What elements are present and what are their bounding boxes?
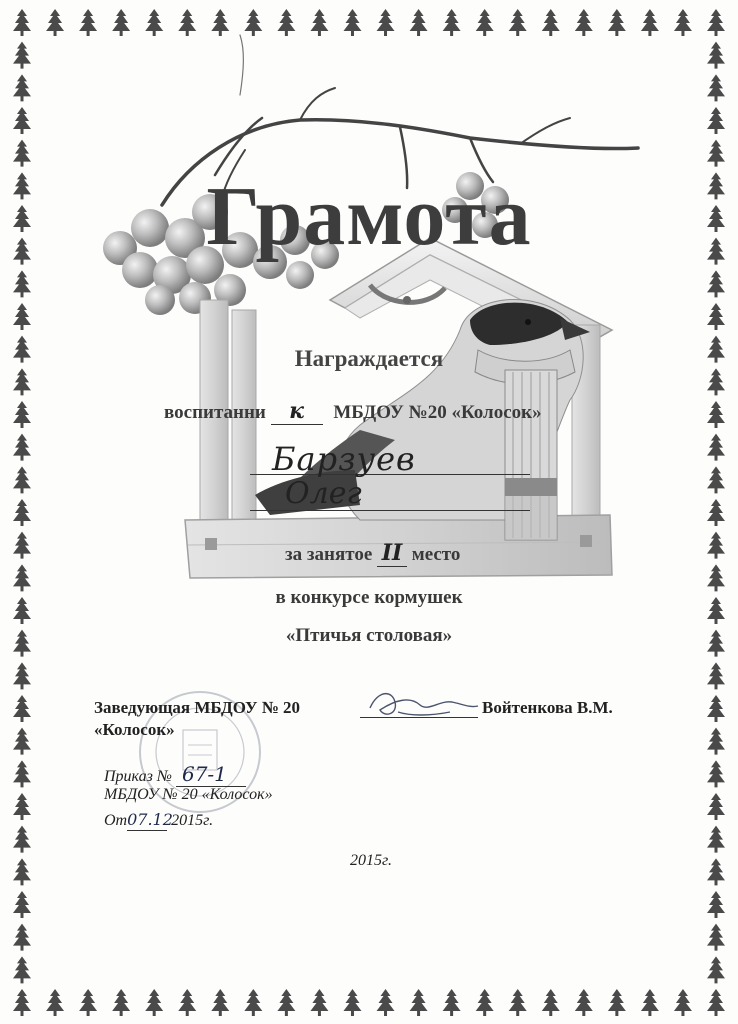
recipient-name-field <box>250 476 530 511</box>
awarded-heading: Награждается <box>294 346 444 371</box>
pupil-suffix-handwritten: к <box>289 398 305 424</box>
certificate-title: Грамота <box>206 170 532 263</box>
pupil-line <box>164 398 542 425</box>
recipient-surname-field <box>250 440 530 478</box>
order-institution: МБДОУ № 20 «Колосок» <box>104 786 273 803</box>
place-line <box>285 540 460 567</box>
order-date-prefix: От <box>104 812 128 829</box>
signatory-title-line1: Заведующая МБДОУ № 20 <box>94 698 301 717</box>
place-handwritten: II <box>381 540 403 566</box>
footer-year: 2015г. <box>350 852 393 869</box>
order-prefix: Приказ № <box>104 768 172 785</box>
contest-name: «Птичья столовая» <box>285 625 453 646</box>
signature <box>370 694 478 715</box>
contest-line: в конкурсе кормушек <box>275 587 463 608</box>
signatory-title-line2: «Колосок» <box>94 720 175 739</box>
order-number-field <box>176 762 246 787</box>
place-suffix: место <box>411 544 461 565</box>
order-number-handwritten: 67-1 <box>181 762 227 786</box>
order-date-field <box>127 810 173 831</box>
place-prefix: за занятое <box>285 544 373 565</box>
signature-line <box>360 716 478 718</box>
pupil-suffix-field <box>271 398 323 425</box>
pupil-institution: МБДОУ №20 «Колосок» <box>333 402 542 423</box>
place-field <box>377 540 407 567</box>
order-number-line <box>104 762 246 787</box>
order-year: 2015г. <box>171 812 214 829</box>
order-date-handwritten: 07.12 <box>127 810 173 829</box>
recipient-name: Олег <box>285 476 362 511</box>
order-date-line <box>104 810 213 831</box>
recipient-surname: Барзуев <box>272 440 416 478</box>
signatory-name: Войтенкова В.М. <box>482 698 613 717</box>
pupil-prefix: воспитанни <box>164 402 266 423</box>
